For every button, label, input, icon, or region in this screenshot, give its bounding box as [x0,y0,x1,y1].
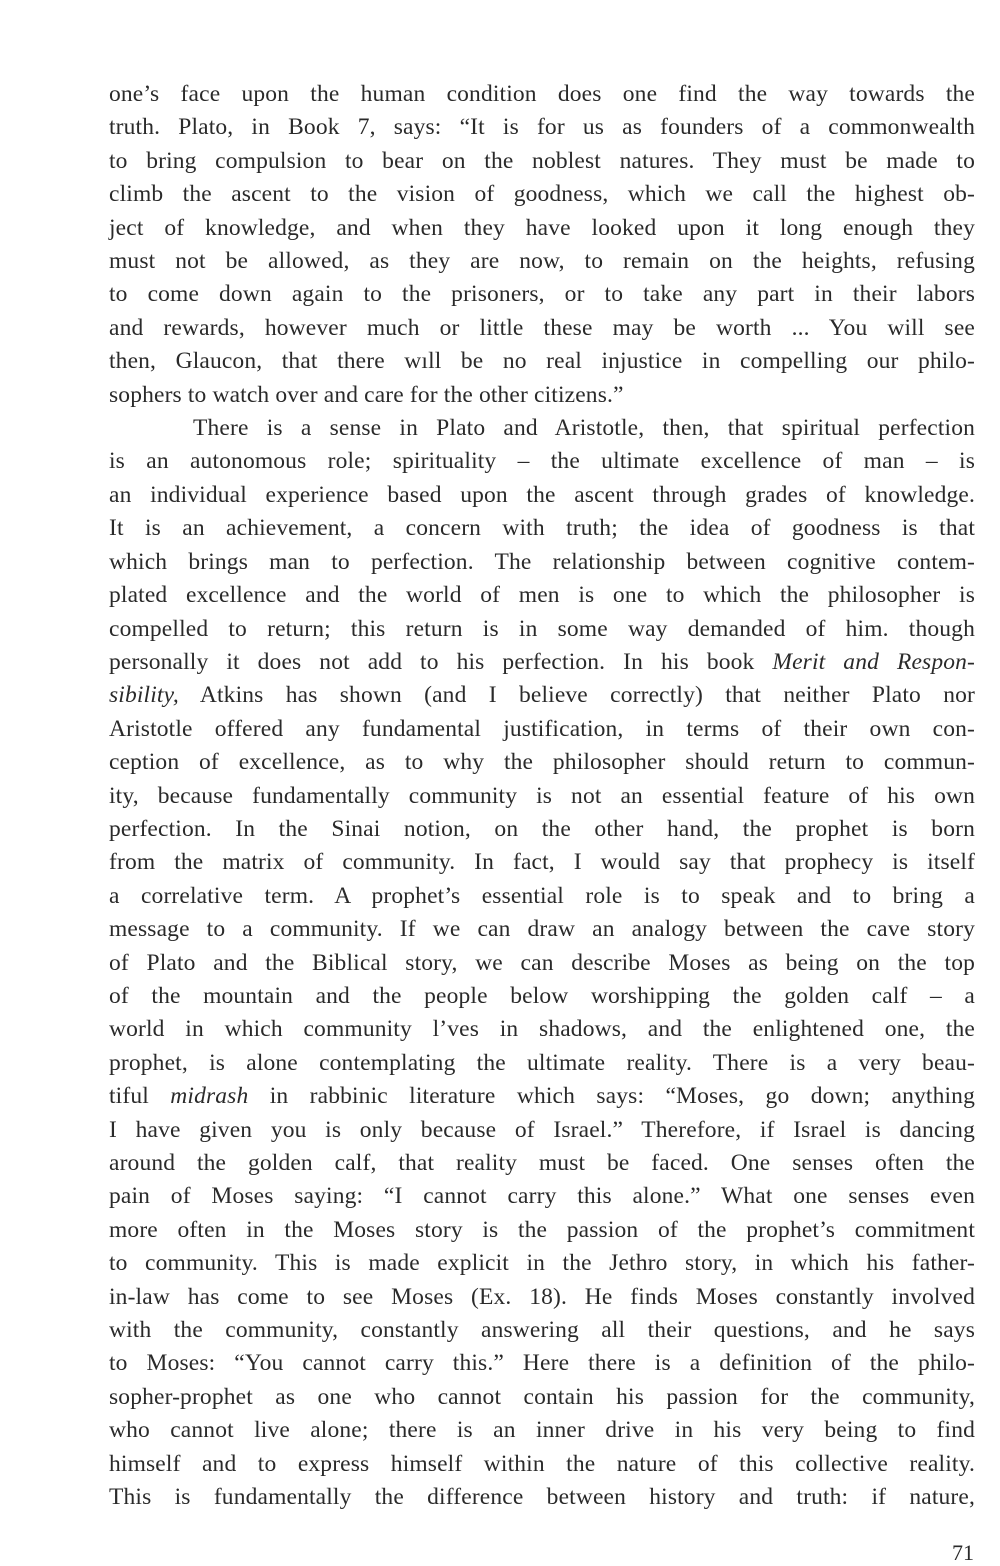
text-line [109,1013,975,1046]
text-line [109,1180,975,1213]
text-span: one’s face upon the human condition does one find the way towards the [109,81,975,107]
text-line [109,512,975,545]
text-span: to bring compulsion to bear on the noblest natures. They must be made to [109,147,975,174]
text-span: in rabbinic literature which says: “Moses, go down; anything [248,1083,975,1110]
text-span: tiful [109,1083,171,1110]
text-span: truth. Plato, in Book 7, says: “It is for us as founders of a commonwealth [109,114,975,141]
text-line [109,1147,975,1180]
paragraph [109,78,975,412]
text-line [109,345,975,378]
text-span: to Moses: “You cannot carry this.” Here there is a definition of the philo- [109,1350,975,1377]
text-span: personally it does not add to his perfection. In his book [109,648,773,675]
body-text [109,78,975,1514]
text-line [109,1347,975,1380]
text-span: This is fundamentally the difference between history and truth: if nature, [109,1484,975,1511]
text-span: and rewards, however much or little these may be worth ... You will see [109,314,975,341]
page-number: 71 [952,1540,974,1565]
text-span: from the matrix of community. In fact, I would say that prophecy is itself [109,849,975,876]
text-line [109,479,975,512]
text-line [109,1281,975,1314]
text-line [109,1114,975,1147]
text-line [109,1381,975,1414]
text-span: himself and to express himself within the nature of this collective reality. [109,1450,975,1477]
text-line [109,780,975,813]
text-line [109,579,975,612]
text-line [109,613,975,646]
text-span: with the community, constantly answering all their questions, and he says [109,1317,975,1344]
text-line [109,947,975,980]
text-span: climb the ascent to the vision of goodness, which we call the highest ob- [109,181,975,208]
text-span: Atkins has shown (and I believe correctly) that neither Plato nor [178,682,975,709]
text-line [109,813,975,846]
text-span: of the mountain and the people below worshipping the golden calf – a [109,982,975,1009]
text-span: sopher-prophet as one who cannot contain his passion for the community, [109,1383,975,1410]
text-line [109,178,975,211]
text-span: I have given you is only because of Israel.” Therefore, if Israel is dancing [109,1116,975,1143]
text-span: to come down again to the prisoners, or to take any part in their labors [109,281,975,308]
text-span: Aristotle offered any fundamental justification, in terms of their own con- [109,715,975,742]
text-line [109,980,975,1013]
text-span: to community. This is made explicit in the Jethro story, in which his father- [109,1250,975,1277]
text-line [109,1414,975,1447]
text-span: of Plato and the Biblical story, we can describe Moses as being on the top [109,949,975,976]
text-line [109,913,975,946]
text-span: plated excellence and the world of men is one to which the philosopher is [109,582,975,609]
text-line [109,880,975,913]
text-line [109,1214,975,1247]
text-line [109,1448,975,1481]
text-line [109,212,975,245]
text-span: There is a sense in Plato and Aristotle, then, that spiritual perfection [193,415,975,442]
text-line [109,445,975,478]
text-span: It is an achievement, a concern with truth; the idea of goodness is that [109,515,975,542]
text-line [109,278,975,311]
text-line [109,746,975,779]
text-span: message to a community. If we can draw an analogy between the cave story [109,916,975,943]
text-line [109,546,975,579]
text-line [109,312,975,345]
text-span: which brings man to perfection. The relationship between cognitive contem- [109,548,975,575]
text-span: a correlative term. A prophet’s essential role is to speak and to bring a [109,882,975,909]
text-line [109,111,975,144]
text-line [109,1314,975,1347]
text-span: ject of knowledge, and when they have looked upon it long enough they [109,214,975,241]
text-span: around the golden calf, that reality must be faced. One senses often the [109,1150,975,1176]
text-line [109,646,975,679]
text-line [109,78,975,111]
text-line [109,145,975,178]
text-line [109,1247,975,1280]
text-line [109,412,975,445]
text-span: an individual experience based upon the ascent through grades of knowledge. [109,481,975,508]
text-line [109,1047,975,1080]
text-line [109,379,975,412]
text-span: in-law has come to see Moses (Ex. 18). He finds Moses constantly involved [109,1283,975,1310]
text-line [109,1080,975,1113]
text-span: compelled to return; this return is in some way demanded of him. though [109,615,975,642]
italic-text: sibility, [109,682,179,709]
text-span: pain of Moses saying: “I cannot carry this alone.” What one senses even [109,1183,975,1210]
text-span: is an autonomous role; spirituality – the ultimate excellence of man – is [109,448,975,475]
text-span: perfection. In the Sinai notion, on the other hand, the prophet is born [109,815,975,842]
text-line [109,245,975,278]
text-span: sophers to watch over and care for the other citizens.” [109,381,624,408]
text-span: ity, because fundamentally community is not an essential feature of his own [109,782,975,809]
italic-text: Merit and Respon- [772,648,976,675]
paragraph [109,412,975,1514]
text-span: prophet, is alone contemplating the ultimate reality. There is a very beau- [109,1049,975,1076]
text-line [109,713,975,746]
text-span: world in which community l’ves in shadows, and the enlightened one, the [109,1016,975,1043]
italic-text: midrash [170,1083,249,1110]
text-span: who cannot live alone; there is an inner drive in his very being to find [109,1417,975,1444]
text-span: then, Glaucon, that there wıll be no real injustice in compelling our philo- [109,348,975,375]
text-line [109,846,975,879]
text-line [109,679,975,712]
text-span: ception of excellence, as to why the philosopher should return to commun- [109,749,975,776]
text-span: must not be allowed, as they are now, to remain on the heights, refusing [109,248,975,275]
text-line [109,1481,975,1514]
text-span: more often in the Moses story is the passion of the prophet’s commitment [109,1216,975,1243]
